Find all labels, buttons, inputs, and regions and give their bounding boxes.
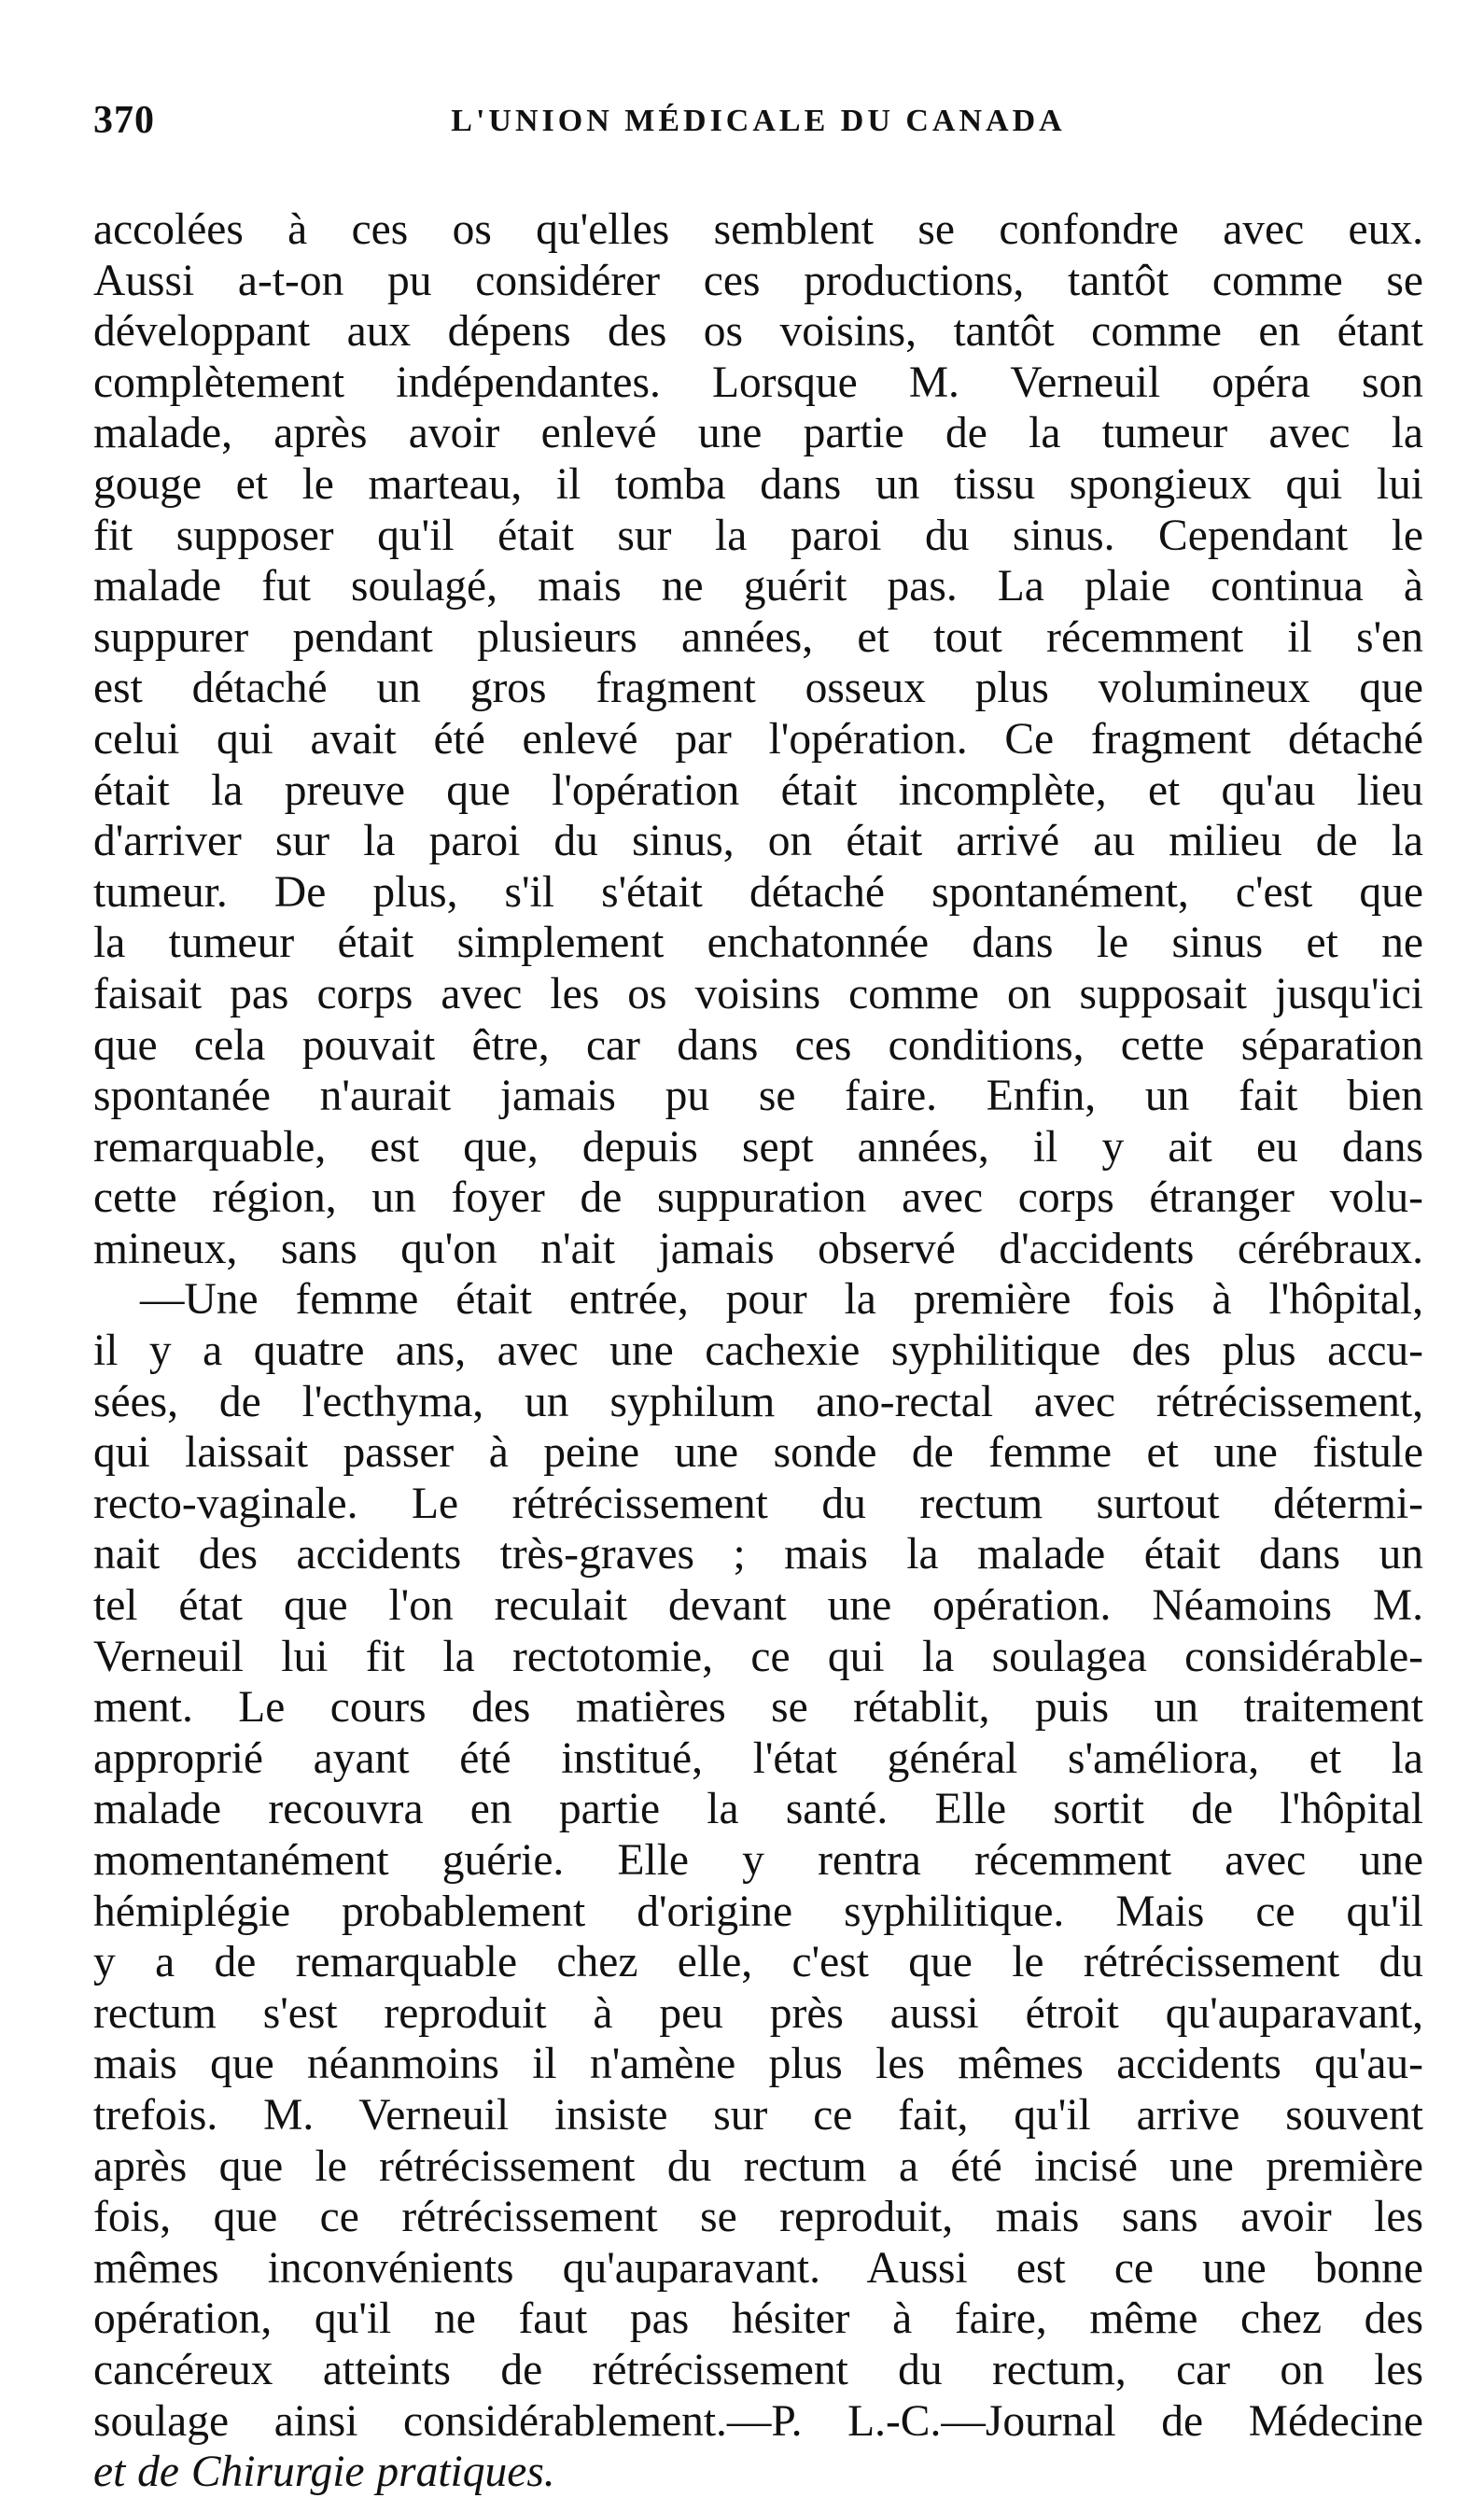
text-line: faisait pas corps avec les os voisins comme on supposait jusqu'ici (93, 969, 1423, 1018)
text-line: hémiplégie probablement d'origine syphilitique. Mais ce qu'il (93, 1887, 1423, 1936)
document-page (93, 98, 1423, 2498)
text-line: y a de remarquable chez elle, c'est que le rétrécissement du (93, 1938, 1423, 1987)
text-line: était la preuve que l'opération était incomplète, et qu'au lieu (93, 765, 1423, 815)
text-line: développant aux dépens des os voisins, tantôt comme en étant (93, 307, 1423, 357)
text-line: fois, que ce rétrécissement se reproduit, mais sans avoir les (93, 2193, 1423, 2242)
page-number: 370 (93, 99, 155, 142)
text-line: cette région, un foyer de suppuration avec corps étranger volu- (93, 1173, 1423, 1223)
text-line: rectum s'est reproduit à peu près aussi étroit qu'auparavant, (93, 1988, 1423, 2038)
text-line: remarquable, est que, depuis sept années, il y ait eu dans (93, 1122, 1423, 1172)
text-line: il y a quatre ans, avec une cachexie syphilitique des plus accu- (93, 1326, 1423, 1376)
text-line: trefois. M. Verneuil insiste sur ce fait, qu'il arrive souvent (93, 2090, 1423, 2140)
running-title: L'UNION MÉDICALE DU CANADA (451, 104, 1066, 138)
text-line: tumeur. De plus, s'il s'était détaché spontanément, c'est que (93, 867, 1423, 917)
journal-title-line: et de Chirurgie pratiques. (93, 2448, 555, 2497)
text-line: nait des accidents très-graves ; mais la malade était dans un (93, 1530, 1423, 1579)
text-line: mêmes inconvénients qu'auparavant. Aussi est ce une bonne (93, 2243, 1423, 2293)
text-line: spontanée n'aurait jamais pu se faire. Enfin, un fait bien (93, 1072, 1423, 1121)
text-line: fit supposer qu'il était sur la paroi du sinus. Cependant le (93, 511, 1423, 560)
text-line: accolées à ces os qu'elles semblent se confondre avec eux. (93, 205, 1423, 254)
text-line: suppurer pendant plusieurs années, et tout récemment il s'en (93, 612, 1423, 662)
citation-line: soulage ainsi considérablement.—P. L.-C.—Journal de Médecine (93, 2396, 1423, 2446)
text-line: tel état que l'on reculait devant une opération. Néamoins M. (93, 1581, 1423, 1631)
text-line: sées, de l'ecthyma, un syphilum ano-rectal avec rétrécissement, (93, 1377, 1423, 1426)
text-line: est détaché un gros fragment osseux plus volumineux que (93, 664, 1423, 713)
article-body (93, 204, 1423, 2498)
text-line: approprié ayant été institué, l'état général s'améliora, et la (93, 1733, 1423, 1783)
text-line: Aussi a-t-on pu considérer ces productions, tantôt comme se (93, 256, 1423, 305)
text-line: momentanément guérie. Elle y rentra récemment avec une (93, 1836, 1423, 1885)
text-line: d'arriver sur la paroi du sinus, on était arrivé au milieu de la (93, 817, 1423, 866)
text-line: malade fut soulagé, mais ne guérit pas. La plaie continua à (93, 562, 1423, 611)
text-line: que cela pouvait être, car dans ces conditions, cette séparation (93, 1020, 1423, 1070)
text-line: mais que néanmoins il n'amène plus les mêmes accidents qu'au- (93, 2040, 1423, 2089)
text-line: cancéreux atteints de rétrécissement du rectum, car on les (93, 2345, 1423, 2394)
page-header (93, 98, 1423, 173)
text-line: malade, après avoir enlevé une partie de la tumeur avec la (93, 409, 1423, 458)
text-line: mineux, sans qu'on n'ait jamais observé d'accidents cérébraux. (93, 1224, 1423, 1273)
text-line: Verneuil lui fit la rectotomie, ce qui la soulagea considérable- (93, 1632, 1423, 1681)
text-line: gouge et le marteau, il tomba dans un tissu spongieux qui lui (93, 459, 1423, 509)
text-line: malade recouvra en partie la santé. Elle sortit de l'hôpital (93, 1785, 1423, 1834)
text-line: celui qui avait été enlevé par l'opération. Ce fragment détaché (93, 714, 1423, 764)
text-line: opération, qu'il ne faut pas hésiter à faire, même chez des (93, 2295, 1423, 2344)
text-line: la tumeur était simplement enchatonnée dans le sinus et ne (93, 919, 1423, 968)
text-line: recto-vaginale. Le rétrécissement du rectum surtout détermi- (93, 1479, 1423, 1528)
paragraph-start-line: —Une femme était entrée, pour la première fois à l'hôpital, (140, 1275, 1423, 1325)
text-line: qui laissait passer à peine une sonde de femme et une fistule (93, 1428, 1423, 1478)
text-line: complètement indépendantes. Lorsque M. Verneuil opéra son (93, 358, 1423, 407)
text-line: ment. Le cours des matières se rétablit, puis un traitement (93, 1683, 1423, 1733)
text-line: après que le rétrécissement du rectum a été incisé une première (93, 2141, 1423, 2191)
